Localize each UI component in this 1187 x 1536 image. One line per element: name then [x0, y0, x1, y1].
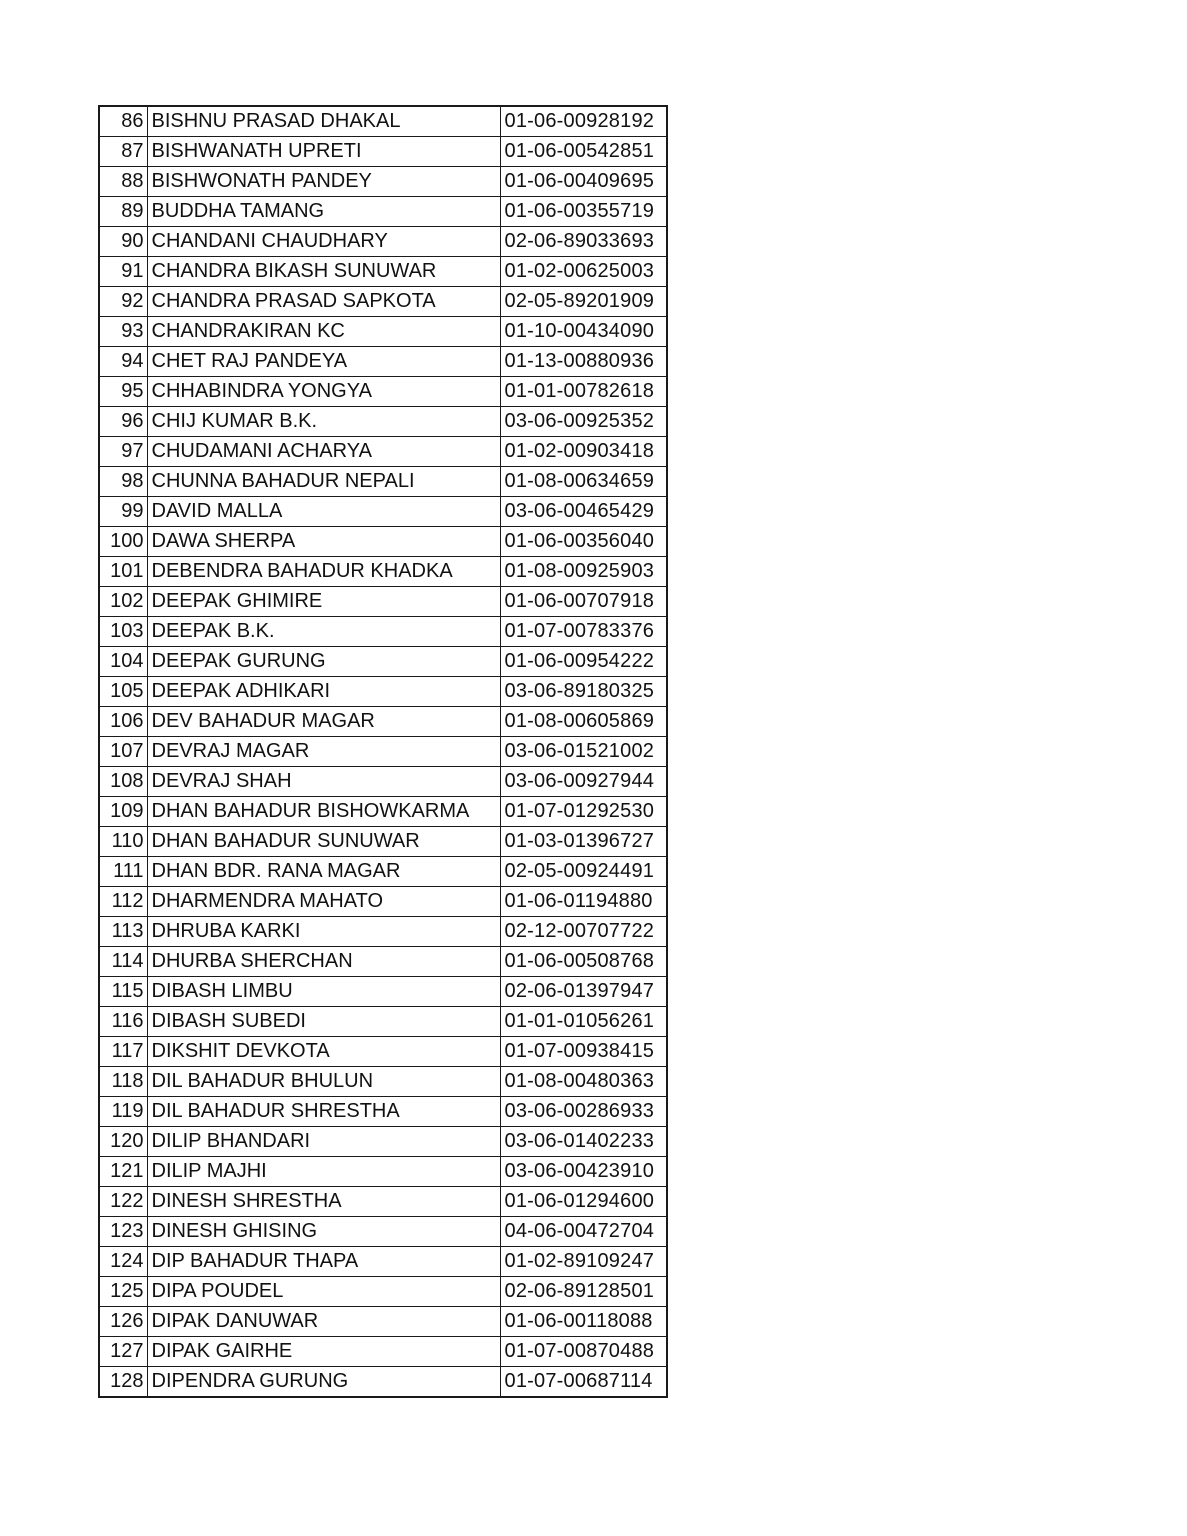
name-cell: CHET RAJ PANDEYA [147, 347, 500, 377]
id-code-cell: 01-06-00355719 [500, 197, 667, 227]
id-code-cell: 01-02-00903418 [500, 437, 667, 467]
serial-number-cell: 95 [99, 377, 147, 407]
serial-number-cell: 103 [99, 617, 147, 647]
table-row [99, 1097, 667, 1127]
table-row [99, 1127, 667, 1157]
name-cell: DILIP MAJHI [147, 1157, 500, 1187]
table-row [99, 257, 667, 287]
table-row [99, 407, 667, 437]
id-code-cell: 01-13-00880936 [500, 347, 667, 377]
name-cell: CHHABINDRA YONGYA [147, 377, 500, 407]
name-cell: DIPENDRA GURUNG [147, 1367, 500, 1398]
name-cell: BISHNU PRASAD DHAKAL [147, 106, 500, 137]
name-cell: DEEPAK ADHIKARI [147, 677, 500, 707]
table-row [99, 167, 667, 197]
id-code-cell: 03-06-01521002 [500, 737, 667, 767]
name-cell: BISHWANATH UPRETI [147, 137, 500, 167]
name-cell: DILIP BHANDARI [147, 1127, 500, 1157]
id-code-cell: 01-02-89109247 [500, 1247, 667, 1277]
table-row [99, 1277, 667, 1307]
serial-number-cell: 123 [99, 1217, 147, 1247]
name-cell: DIKSHIT DEVKOTA [147, 1037, 500, 1067]
name-cell: BISHWONATH PANDEY [147, 167, 500, 197]
id-code-cell: 01-08-00605869 [500, 707, 667, 737]
name-cell: DINESH SHRESTHA [147, 1187, 500, 1217]
serial-number-cell: 128 [99, 1367, 147, 1398]
id-code-cell: 01-08-00925903 [500, 557, 667, 587]
table-row [99, 1037, 667, 1067]
name-cell: DEEPAK GHIMIRE [147, 587, 500, 617]
serial-number-cell: 101 [99, 557, 147, 587]
id-code-cell: 01-10-00434090 [500, 317, 667, 347]
serial-number-cell: 113 [99, 917, 147, 947]
table-row [99, 317, 667, 347]
id-code-cell: 01-02-00625003 [500, 257, 667, 287]
id-code-cell: 01-06-00409695 [500, 167, 667, 197]
table-row [99, 1187, 667, 1217]
table-row [99, 197, 667, 227]
id-code-cell: 04-06-00472704 [500, 1217, 667, 1247]
serial-number-cell: 114 [99, 947, 147, 977]
serial-number-cell: 119 [99, 1097, 147, 1127]
name-cell: CHANDRA PRASAD SAPKOTA [147, 287, 500, 317]
serial-number-cell: 107 [99, 737, 147, 767]
table-row [99, 1217, 667, 1247]
table-row [99, 677, 667, 707]
name-cell: DAWA SHERPA [147, 527, 500, 557]
name-cell: DIL BAHADUR SHRESTHA [147, 1097, 500, 1127]
id-code-cell: 01-06-00707918 [500, 587, 667, 617]
serial-number-cell: 100 [99, 527, 147, 557]
serial-number-cell: 91 [99, 257, 147, 287]
table-row [99, 917, 667, 947]
name-cell: DIP BAHADUR THAPA [147, 1247, 500, 1277]
id-code-cell: 01-06-01194880 [500, 887, 667, 917]
table-row [99, 857, 667, 887]
table-row [99, 377, 667, 407]
name-cell: DIPA POUDEL [147, 1277, 500, 1307]
id-code-cell: 02-06-89033693 [500, 227, 667, 257]
roster-body [99, 106, 667, 1397]
name-cell: DEEPAK GURUNG [147, 647, 500, 677]
table-row [99, 617, 667, 647]
id-code-cell: 03-06-01402233 [500, 1127, 667, 1157]
id-code-cell: 03-06-00925352 [500, 407, 667, 437]
name-cell: DINESH GHISING [147, 1217, 500, 1247]
name-cell: CHANDANI CHAUDHARY [147, 227, 500, 257]
serial-number-cell: 115 [99, 977, 147, 1007]
name-cell: DHARMENDRA MAHATO [147, 887, 500, 917]
id-code-cell: 01-01-01056261 [500, 1007, 667, 1037]
serial-number-cell: 106 [99, 707, 147, 737]
serial-number-cell: 87 [99, 137, 147, 167]
table-row [99, 737, 667, 767]
id-code-cell: 01-06-01294600 [500, 1187, 667, 1217]
id-code-cell: 01-07-00938415 [500, 1037, 667, 1067]
name-cell: CHANDRAKIRAN KC [147, 317, 500, 347]
serial-number-cell: 124 [99, 1247, 147, 1277]
serial-number-cell: 108 [99, 767, 147, 797]
serial-number-cell: 110 [99, 827, 147, 857]
name-cell: DAVID MALLA [147, 497, 500, 527]
serial-number-cell: 117 [99, 1037, 147, 1067]
id-code-cell: 01-07-00783376 [500, 617, 667, 647]
table-row [99, 227, 667, 257]
id-code-cell: 02-06-01397947 [500, 977, 667, 1007]
name-cell: CHANDRA BIKASH SUNUWAR [147, 257, 500, 287]
id-code-cell: 03-06-00423910 [500, 1157, 667, 1187]
name-cell: DHAN BAHADUR SUNUWAR [147, 827, 500, 857]
serial-number-cell: 125 [99, 1277, 147, 1307]
table-row [99, 797, 667, 827]
table-row [99, 437, 667, 467]
serial-number-cell: 98 [99, 467, 147, 497]
name-cell: DIL BAHADUR BHULUN [147, 1067, 500, 1097]
serial-number-cell: 86 [99, 106, 147, 137]
serial-number-cell: 92 [99, 287, 147, 317]
serial-number-cell: 90 [99, 227, 147, 257]
table-row [99, 1307, 667, 1337]
table-row [99, 887, 667, 917]
serial-number-cell: 112 [99, 887, 147, 917]
name-cell: DEVRAJ SHAH [147, 767, 500, 797]
name-cell: DHRUBA KARKI [147, 917, 500, 947]
name-cell: DHAN BDR. RANA MAGAR [147, 857, 500, 887]
id-code-cell: 01-06-00542851 [500, 137, 667, 167]
id-code-cell: 01-07-00687114 [500, 1367, 667, 1398]
table-row [99, 287, 667, 317]
name-cell: DHAN BAHADUR BISHOWKARMA [147, 797, 500, 827]
table-row [99, 1007, 667, 1037]
serial-number-cell: 122 [99, 1187, 147, 1217]
id-code-cell: 01-06-00928192 [500, 106, 667, 137]
serial-number-cell: 109 [99, 797, 147, 827]
table-row [99, 137, 667, 167]
serial-number-cell: 94 [99, 347, 147, 377]
id-code-cell: 02-12-00707722 [500, 917, 667, 947]
id-code-cell: 02-06-89128501 [500, 1277, 667, 1307]
table-row [99, 1367, 667, 1398]
id-code-cell: 03-06-89180325 [500, 677, 667, 707]
serial-number-cell: 116 [99, 1007, 147, 1037]
name-cell: DHURBA SHERCHAN [147, 947, 500, 977]
roster-table [98, 105, 668, 1398]
table-row [99, 827, 667, 857]
table-row [99, 647, 667, 677]
serial-number-cell: 97 [99, 437, 147, 467]
name-cell: BUDDHA TAMANG [147, 197, 500, 227]
table-row [99, 1157, 667, 1187]
id-code-cell: 01-06-00508768 [500, 947, 667, 977]
serial-number-cell: 126 [99, 1307, 147, 1337]
serial-number-cell: 121 [99, 1157, 147, 1187]
table-row [99, 977, 667, 1007]
name-cell: CHUDAMANI ACHARYA [147, 437, 500, 467]
table-row [99, 947, 667, 977]
name-cell: DIBASH LIMBU [147, 977, 500, 1007]
id-code-cell: 01-08-00480363 [500, 1067, 667, 1097]
serial-number-cell: 111 [99, 857, 147, 887]
id-code-cell: 01-06-00954222 [500, 647, 667, 677]
table-row [99, 767, 667, 797]
table-row [99, 557, 667, 587]
name-cell: DIPAK GAIRHE [147, 1337, 500, 1367]
table-row [99, 497, 667, 527]
serial-number-cell: 93 [99, 317, 147, 347]
id-code-cell: 03-06-00286933 [500, 1097, 667, 1127]
serial-number-cell: 118 [99, 1067, 147, 1097]
table-row [99, 1247, 667, 1277]
id-code-cell: 03-06-00927944 [500, 767, 667, 797]
table-row [99, 1067, 667, 1097]
name-cell: DEV BAHADUR MAGAR [147, 707, 500, 737]
serial-number-cell: 105 [99, 677, 147, 707]
id-code-cell: 03-06-00465429 [500, 497, 667, 527]
serial-number-cell: 102 [99, 587, 147, 617]
id-code-cell: 01-06-00356040 [500, 527, 667, 557]
id-code-cell: 01-01-00782618 [500, 377, 667, 407]
id-code-cell: 02-05-89201909 [500, 287, 667, 317]
name-cell: DEBENDRA BAHADUR KHADKA [147, 557, 500, 587]
name-cell: DEEPAK B.K. [147, 617, 500, 647]
id-code-cell: 01-06-00118088 [500, 1307, 667, 1337]
serial-number-cell: 104 [99, 647, 147, 677]
id-code-cell: 01-08-00634659 [500, 467, 667, 497]
serial-number-cell: 99 [99, 497, 147, 527]
table-row [99, 1337, 667, 1367]
serial-number-cell: 89 [99, 197, 147, 227]
name-cell: DIPAK DANUWAR [147, 1307, 500, 1337]
name-cell: DIBASH SUBEDI [147, 1007, 500, 1037]
id-code-cell: 01-03-01396727 [500, 827, 667, 857]
serial-number-cell: 120 [99, 1127, 147, 1157]
id-code-cell: 01-07-01292530 [500, 797, 667, 827]
name-cell: CHUNNA BAHADUR NEPALI [147, 467, 500, 497]
table-row [99, 527, 667, 557]
serial-number-cell: 88 [99, 167, 147, 197]
serial-number-cell: 127 [99, 1337, 147, 1367]
table-row [99, 106, 667, 137]
table-row [99, 587, 667, 617]
table-row [99, 707, 667, 737]
id-code-cell: 02-05-00924491 [500, 857, 667, 887]
name-cell: DEVRAJ MAGAR [147, 737, 500, 767]
table-row [99, 467, 667, 497]
table-row [99, 347, 667, 377]
name-cell: CHIJ KUMAR B.K. [147, 407, 500, 437]
id-code-cell: 01-07-00870488 [500, 1337, 667, 1367]
serial-number-cell: 96 [99, 407, 147, 437]
